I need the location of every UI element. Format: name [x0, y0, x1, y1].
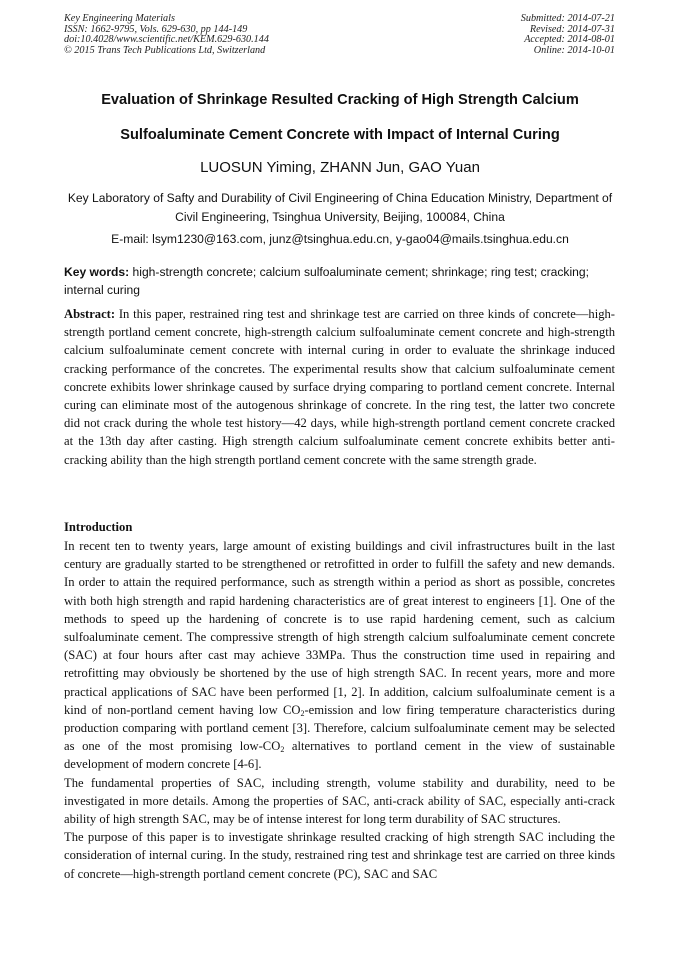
abstract-label: Abstract: [64, 307, 116, 321]
section-heading-introduction: Introduction [64, 520, 133, 534]
issn-info: ISSN: 1662-9795, Vols. 629-630, pp 144-149 [64, 23, 248, 35]
keywords-section [64, 264, 616, 299]
keywords-text: high-strength concrete; calcium sulfoaluminate cement; shrinkage; ring test; cracking; internal curing [64, 265, 589, 297]
keywords-label: Key words: [64, 265, 130, 279]
intro-paragraph-1: In recent ten to twenty years, large amount of existing buildings and civil infrastructures built in the last century are gradually started to be strengthened or retrofitted in order to fulfill the safety and new demands. In order to attain the required performance, such as strength within a period as short as possible, concretes with both high strength and rapid hardening characteristics are of great interest to engineers [1]. One of the methods to speed up the hardening of concrete is to use rapid hardening cement, such as calcium sulfoaluminate cement. The compressive strength of high strength calcium sulfoaluminate cement concrete (SAC) at four hours after cast may achieve 33MPa. Thus the construction time used in repairing and retrofitting may obviously be shortened by the use of high strength SAC. In recent years, more and more practical applications of SAC have been performed [1, 2]. In addition, calcium sulfoaluminate cement is a kind of non-portland cement having low $CO_2$-emission and low firing temperature characteristics during production comparing with portland cement [3]. Therefore, calcium sulfoaluminate cement may be selected as one of the most promising low-$CO_2$ alternatives to portland cement in the view of sustainable development of modern concrete [4-6]. [64, 539, 615, 772]
online-date: Online: 2014-10-01 [533, 44, 615, 56]
revised-date: Revised: 2014-07-31 [529, 23, 615, 35]
introduction-section [64, 537, 615, 883]
intro-paragraph-3: The purpose of this paper is to investigate shrinkage resulted cracking of high strength SAC including the consideration of internal curing. In the study, restrained ring test and shrinkage test are carried on three kinds of concrete—high-strength portland cement concrete (PC), SAC and SAC [64, 830, 615, 881]
paper-title-line-1: Evaluation of Shrinkage Resulted Cracking of High Strength Calcium [101, 92, 579, 108]
doi-info: doi:10.4028/www.scientific.net/KEM.629-630.144 [64, 34, 269, 46]
abstract-section [64, 305, 615, 469]
journal-info [64, 14, 269, 56]
author-emails: E-mail: lsym1230@163.com, junz@tsinghua.edu.cn, y-gao04@mails.tsinghua.edu.cn [111, 232, 569, 246]
author-list: LUOSUN Yiming, ZHANN Jun, GAO Yuan [200, 159, 480, 176]
accepted-date: Accepted: 2014-08-01 [524, 34, 615, 46]
copyright-info: © 2015 Trans Tech Publications Ltd, Switzerland [64, 44, 266, 56]
abstract-text: In this paper, restrained ring test and shrinkage test are carried on three kinds of concrete—high-strength portland cement concrete, high-strength calcium sulfoaluminate cement concrete and high-strength calcium sulfoaluminate cement concrete with internal curing in order to evaluate the shrinkage induced cracking performance of the concretes. The experimental results show that calcium sulfoaluminate cement concrete exhibits lower shrinkage caused by surface drying comparing to portland cement concrete. Internal curing can eliminate most of the autogenous shrinkage of concrete. In the ring test, the latter two concrete did not crack during the whole test history—42 days, while high-strength portland cement concrete cracked at the 13th day after casting. High strength calcium sulfoaluminate cement concrete exhibits better anti-cracking ability than the high strength portland cement concrete with the same strength grade. [64, 307, 615, 467]
publication-dates [521, 14, 615, 56]
affiliation: Key Laboratory of Safty and Durability of Civil Engineering of China Education Ministry, Department of Civil Engineering, Tsinghua University, Beijing, 100084, China [67, 191, 613, 224]
journal-name: Key Engineering Materials [64, 13, 175, 24]
paper-title-line-2: Sulfoaluminate Cement Concrete with Impact of Internal Curing [120, 127, 560, 143]
intro-paragraph-2: The fundamental properties of SAC, including strength, volume stability and durability, need to be investigated in more details. Among the properties of SAC, anti-crack ability of SAC, especially anti-crack ability of high strength SAC, may be of intense interest for long term durability of SAC structures. [64, 775, 615, 827]
submitted-date: Submitted: 2014-07-21 [520, 13, 615, 24]
